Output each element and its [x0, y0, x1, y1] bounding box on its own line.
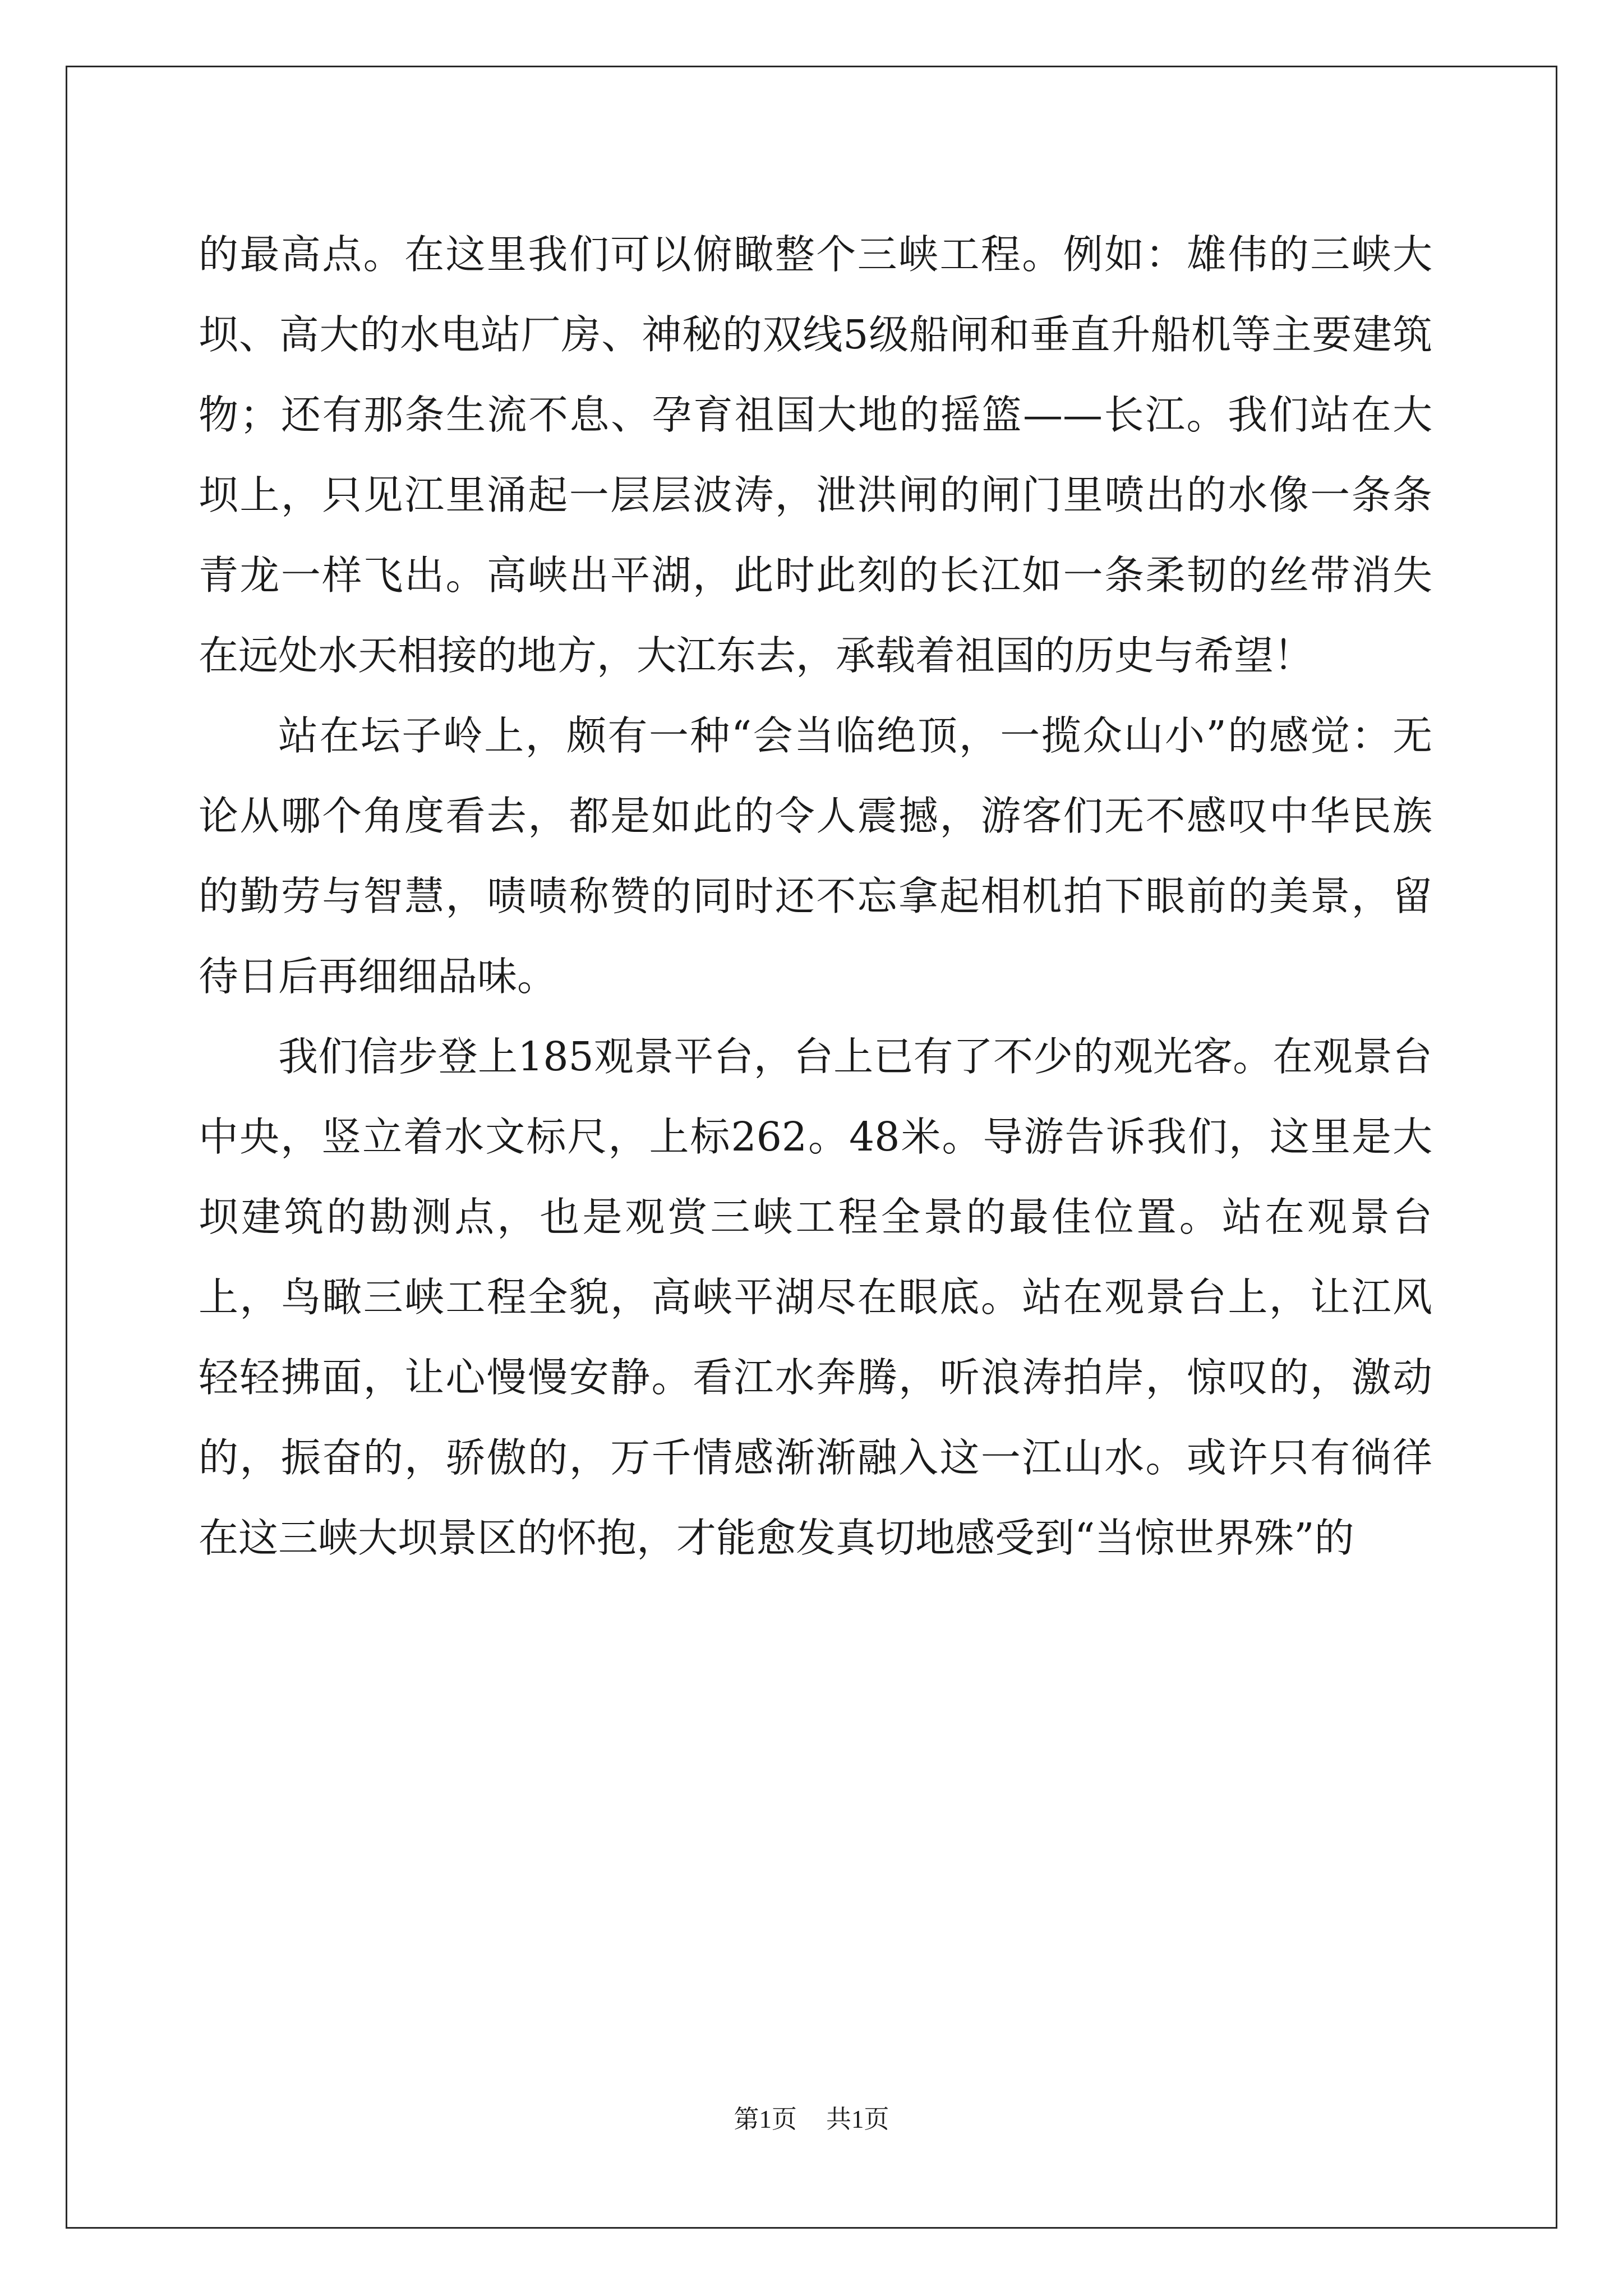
- page-number: 第1页: [734, 2105, 797, 2133]
- paragraph-2: 站在坛子岭上，颇有一种“会当临绝顶，一揽众山小”的感觉：无论从哪个角度看去，都是如此的令人震撼，游客们无不感叹中华民族的勤劳与智慧，啧啧称赞的同时还不忘拿起相机拍下眼前的美景，留待日后再细细品味。: [199, 712, 1432, 1000]
- paragraph-3: 我们信步登上185观景平台，台上已有了不少的观光客。在观景台中央，竖立着水文标尺，上标262。48米。导游告诉我们，这里是大坝建筑的勘测点，也是观赏三峡工程全景的最佳位置。站在观景台上，鸟瞰三峡工程全貌，高峡平湖尽在眼底。站在观景台上，让江风轻轻拂面，让心慢慢安静。看江水奔腾，听浪涛拍岸，惊叹的，激动的，振奋的，骄傲的，万千情感渐渐融入这一江山水。或许只有徜徉在这三峡大坝景区的怀抱，才能愈发真切地感受到“当惊世界殊”的: [199, 1033, 1432, 1561]
- document-body: [199, 214, 1432, 1578]
- page-total: 共1页: [826, 2105, 889, 2133]
- paragraph-1: 的最高点。在这里我们可以俯瞰整个三峡工程。例如：雄伟的三峡大坝、高大的水电站厂房、神秘的双线5级船闸和垂直升船机等主要建筑物；还有那条生流不息、孕育祖国大地的摇篮——长江。我们站在大坝上，只见江里涌起一层层波涛，泄洪闸的闸门里喷出的水像一条条青龙一样飞出。高峡出平湖，此时此刻的长江如一条柔韧的丝带消失在远处水天相接的地方，大江东去，承载着祖国的历史与希望！: [199, 231, 1432, 679]
- page-footer: [0, 2102, 1623, 2136]
